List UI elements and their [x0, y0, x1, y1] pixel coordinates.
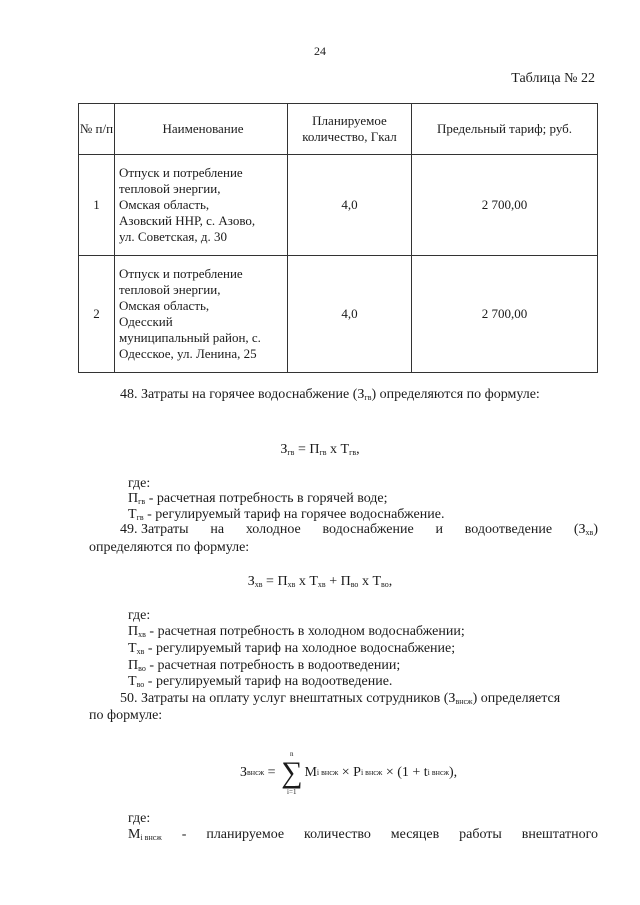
def-sub: во: [136, 680, 145, 689]
def-sym: Т: [128, 641, 137, 656]
paragraph-50-line-2: по формуле:: [89, 708, 163, 723]
row-qty: 4,0: [288, 256, 412, 373]
p50-sub: внсж: [455, 697, 473, 706]
def-sub: гв: [138, 497, 146, 506]
def50-word: количество: [304, 827, 371, 842]
p50-text-a: 50. Затраты на оплату услуг внештатных сотрудников (З: [120, 691, 456, 706]
name-line: Омская область,: [119, 298, 210, 313]
definition-49-4: [128, 673, 392, 691]
f49-end: ,: [388, 574, 393, 589]
p49-word: 49. Затраты: [120, 522, 189, 537]
f50-end: ),: [449, 765, 458, 780]
def-text: - расчетная потребность в водоотведении;: [145, 658, 401, 673]
table-header-row: [79, 104, 598, 155]
def-text: - регулируемый тариф на водоотведение.: [144, 674, 393, 689]
def-sym: П: [128, 624, 139, 639]
def50-word: планируемое: [206, 827, 285, 842]
f49-c: + П: [325, 574, 351, 589]
paragraph-48: [120, 386, 540, 404]
page-number: 24: [314, 44, 326, 58]
def50-word: внештатного: [521, 827, 598, 842]
p48-text-a: 48. Затраты на горячее водоснабжение (З: [120, 387, 365, 402]
row-qty: 4,0: [288, 155, 412, 256]
f48-tsub: гв: [349, 448, 357, 457]
sum-lower: i=1: [287, 788, 297, 796]
formula-50: З внсж = n ∑ i=1 М i внсж × Р i внсж × (1 + t i внсж ),: [240, 750, 458, 796]
p49-sym: (З: [573, 522, 586, 537]
f50-times1: × Р: [338, 765, 361, 780]
row-tariff: 2 700,00: [412, 256, 598, 373]
row-num: 2: [79, 256, 115, 373]
table-row: [79, 155, 598, 256]
def-sym: Т: [128, 507, 137, 522]
f48-end: ,: [356, 442, 360, 457]
def50-word: -: [181, 827, 187, 842]
f48-z: З: [280, 442, 288, 457]
definition-49-2: [128, 640, 455, 658]
tariff-table: [78, 103, 598, 373]
paragraph-49-line-1: [120, 521, 598, 539]
def-sym: Т: [128, 674, 137, 689]
p49-word: на: [210, 522, 225, 537]
row-name: [115, 155, 288, 256]
sum-operator: [281, 750, 302, 796]
def-text: - регулируемый тариф на горячее водоснабжение.: [143, 507, 445, 522]
f50-times2: × (1 + t: [382, 765, 428, 780]
f50-z: З: [240, 765, 248, 780]
name-line: тепловой энергии,: [119, 282, 221, 297]
where-49: где:: [128, 608, 151, 623]
f49-d: х Т: [358, 574, 381, 589]
f49-z: З: [247, 574, 255, 589]
row-name: [115, 256, 288, 373]
p49-word: водоснабжение: [322, 522, 414, 537]
f50-m: М: [304, 765, 317, 780]
sum-upper: n: [290, 750, 294, 758]
name-line: муниципальный район, с.: [119, 330, 261, 345]
sum-sign: ∑: [281, 756, 303, 789]
f49-zsub: хв: [254, 580, 263, 589]
p48-text-b: ) определяются по формуле:: [371, 387, 540, 402]
table-row: [79, 256, 598, 373]
def-sym: П: [128, 491, 139, 506]
definition-49-1: [128, 623, 465, 641]
header-tariff: Предельный тариф; руб.: [412, 104, 598, 155]
f48-eq: = П: [294, 442, 320, 457]
name-line: Отпуск и потребление: [119, 165, 243, 180]
name-line: Азовский ННР, с. Азово,: [119, 213, 256, 228]
table-caption: Таблица № 22: [511, 71, 595, 86]
f48-zsub: гв: [287, 448, 295, 457]
p49-word: водоотведение: [464, 522, 553, 537]
p50-text-b: ) определяется: [472, 691, 561, 706]
p49-sub: хв: [585, 528, 594, 537]
def-sub: гв: [136, 513, 144, 522]
def-sym: М: [128, 827, 141, 842]
definition-50-1: [128, 826, 598, 844]
p49-symbol: [574, 521, 598, 539]
def-text: - расчетная потребность в горячей воде;: [145, 491, 388, 506]
header-num: № п/п: [79, 104, 115, 155]
f49-csub: во: [350, 580, 359, 589]
formula-49: [0, 574, 640, 590]
f49-bsub: хв: [317, 580, 326, 589]
def-text: - регулируемый тариф на холодное водоснабжение;: [144, 641, 456, 656]
where-50: где:: [128, 811, 151, 826]
name-line: Одесский: [119, 314, 173, 329]
f49-dsub: во: [381, 580, 389, 589]
row-num: 1: [79, 155, 115, 256]
row-tariff: 2 700,00: [412, 155, 598, 256]
name-line: Одесское, ул. Ленина, 25: [119, 346, 257, 361]
header-qty: Планируемое количество, Гкал: [288, 104, 412, 155]
f48-x: х Т: [326, 442, 350, 457]
f49-a: = П: [262, 574, 288, 589]
where-48: где:: [128, 476, 151, 491]
def50-word: работы: [459, 827, 502, 842]
p49-word: холодное: [245, 522, 301, 537]
def-sub: хв: [136, 647, 145, 656]
paragraph-49-line-2: определяются по формуле:: [89, 540, 250, 555]
def-sub: во: [138, 664, 146, 673]
paragraph-50-line-1: [120, 690, 560, 708]
f48-psub: гв: [319, 448, 327, 457]
name-line: ул. Советская, д. 30: [119, 229, 228, 244]
f50-eq: =: [264, 765, 280, 780]
header-name: Наименование: [115, 104, 288, 155]
def-sym: П: [128, 658, 139, 673]
name-line: тепловой энергии,: [119, 181, 221, 196]
f49-b: х Т: [295, 574, 318, 589]
name-line: Отпуск и потребление: [119, 266, 243, 281]
name-line: Омская область,: [119, 197, 210, 212]
def-sub: хв: [138, 630, 146, 639]
formula-48: [0, 442, 640, 458]
p48-sub: гв: [364, 393, 372, 402]
def-text: - расчетная потребность в холодном водоснабжении;: [145, 624, 465, 639]
def50-symbol: [128, 826, 162, 844]
f49-asub: хв: [287, 580, 296, 589]
p49-word: и: [435, 522, 443, 537]
def50-word: месяцев: [390, 827, 440, 842]
p49-close: ): [593, 522, 598, 537]
def-sub: i внсж: [140, 833, 162, 842]
